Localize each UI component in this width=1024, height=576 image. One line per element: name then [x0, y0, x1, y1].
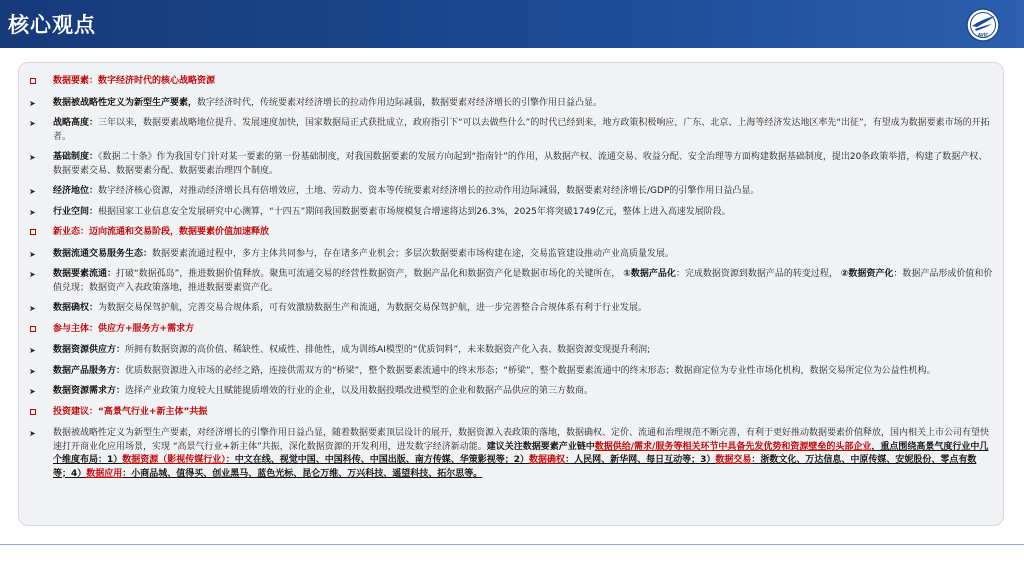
arrow-bullet-icon: ➤	[29, 249, 36, 259]
list-item: ➤ 数据被战略性定义为新型生产要素，数字经济时代，传统要素对经济增长的拉动作用边际减弱，数据要素对经济增长的引擎作用日益凸显。	[27, 97, 993, 111]
square-bullet-icon	[30, 326, 36, 332]
arrow-bullet-icon: ➤	[29, 207, 36, 217]
bullet-list	[27, 75, 993, 488]
arrow-bullet-icon: ➤	[29, 366, 36, 376]
arrow-bullet-icon: ➤	[29, 387, 36, 396]
arrow-bullet-icon: ➤	[29, 429, 36, 438]
arrow-bullet-icon: ➤	[29, 187, 36, 196]
arrow-bullet-icon: ➤	[29, 270, 36, 279]
section-heading: 数据要素：数字经济时代的核心战略资源	[27, 75, 993, 89]
arrow-bullet-icon: ➤	[29, 346, 36, 355]
list-item: ➤ 战略高度：三年以来，数据要素战略地位提升、发展速度加快，国家数据局正式获批成立，政府指引下“可以去做些什么”的时代已经到来，地方政策积极响应，广东、北京、上海等经济发达地区率先“出征”，有望成为数据要素市场的开拓者。	[29, 118, 990, 142]
arrow-bullet-icon: ➤	[29, 304, 36, 313]
arrow-bullet-icon: ➤	[29, 119, 36, 128]
footer-divider	[0, 544, 1024, 545]
list-item: ➤ 基础制度：《数据二十条》作为我国专门针对某一要素的第一份基础制度，对我国数据要素的发展方向起到“指南针”的作用，从数据产权、流通交易、收益分配、安全治理等方面构建数据基础制度，提出20条政策举措，构建了数据产权、数据要素交易、数据要素分配、数据要素治理四个制度。	[29, 152, 988, 176]
square-bullet-icon	[30, 409, 36, 415]
arrow-bullet-icon: ➤	[29, 153, 36, 162]
content-card	[18, 62, 1004, 526]
list-item: ➤ 数据确权：为数据交易保驾护航，完善交易合规体系，可有效激励数据生产和流通，为数据交易保驾护航，进一步完善整合合规体系有利于行业发展。	[27, 302, 993, 316]
section-heading: 投资建议：“高景气行业+新主体”共振	[27, 406, 993, 420]
square-bullet-icon	[30, 229, 36, 235]
page-title: 核心观点	[8, 14, 96, 37]
list-item: ➤ 数据要素流通：打破“数据孤岛”，推进数据价值释放。聚焦可流通交易的经营性数据资产，数据产品化和数据资产化是数据市场化的关键所在， ①数据产品化：完成数据资源到数据产品的转变过程， ②数据资产化：数据产品形成价值和价值兑现；数据资产入表政策落地，推进数据要素资产化。	[29, 269, 993, 293]
list-item: ➤ 数据资源需求方：选择产业政策力度较大且赋能提质增效的行业的企业，以及用数据投喂改进模型的企业和数据产品供应的第三方数商。	[27, 385, 993, 399]
section-heading: 参与主体：供应方+服务方+需求方	[27, 323, 993, 337]
airline-logo-icon	[966, 8, 1000, 42]
arrow-bullet-icon: ➤	[29, 98, 36, 108]
section-heading: 新业态：迈向流通和交易阶段，数据要素价值加速释放	[27, 226, 993, 240]
list-item: ➤ 经济地位：数字经济核心资源，对推动经济增长具有倍增效应，土地、劳动力、资本等传统要素对经济增长的拉动作用边际减弱，数据要素对经济增长/GDP的引擎作用日益凸显。	[27, 185, 993, 199]
list-item: ➤ 数据流通交易服务生态：数据要素流通过程中，多方主体共同参与，存在诸多产业机会；多层次数据要素市场构建在途，交易监管建设推动产业高质量发展。	[27, 248, 993, 262]
list-item: ➤ 数据资源供应方：所拥有数据资源的高价值、稀缺性、权威性、排他性，成为训练AI模型的“优质饲料”，未来数据资产化入表、数据资源变现提升利润;	[27, 344, 993, 358]
list-item: ➤ 数据被战略性定义为新型生产要素，对经济增长的引擎作用日益凸显，随着数据要素顶层设计的展开，数据资源入表政策的落地，数据确权、定价、流通和治理规范不断完善，有利于更好推动数据要素价值释放，国内相关上市公司有望快速打开商业化应用场景，实现 “高景气行业+新主体”共振，深化数据资源的开发利用，进发数字经济新动能。建议关注数据要素产业链中数据供给/需求/服务等相关环节中具备先发优势和资源壁垒的头部企业，重点围绕高景气度行业中几个维度布局：1）数据资源（影视传媒行业）：中文在线、视觉中国、中国科传、中国出版、南方传媒、华策影视等；2）数据确权：人民网、新华网、每日互动等；3）数据交易：浙数文化、万达信息、中原传媒、安妮股份、零点有数等；4）数据应用：小商品城、值得买、创业黑马、蓝色光标、昆仑万维、万兴科技、遥望科技、拓尔思等。	[29, 428, 990, 479]
list-item: ➤ 数据产品服务方：优质数据资源进入市场的必经之路，连接供需双方的“桥梁”，整个数据要素流通中的终末形态；“桥梁”，整个数据要素流通中的终末形态；数据商定位为专业性市场化机构，数据交易所定位为公益性机构。	[27, 365, 993, 379]
square-bullet-icon	[30, 78, 36, 84]
header-bar	[0, 0, 1024, 48]
list-item: ➤ 行业空间：根据国家工业信息安全发展研究中心测算，“十四五”期间我国数据要素市场规模复合增速将达到26.3%，2025年将突破1749亿元，整体上进入高速发展阶段。	[27, 206, 993, 220]
logo-text: AVIC	[977, 32, 989, 38]
